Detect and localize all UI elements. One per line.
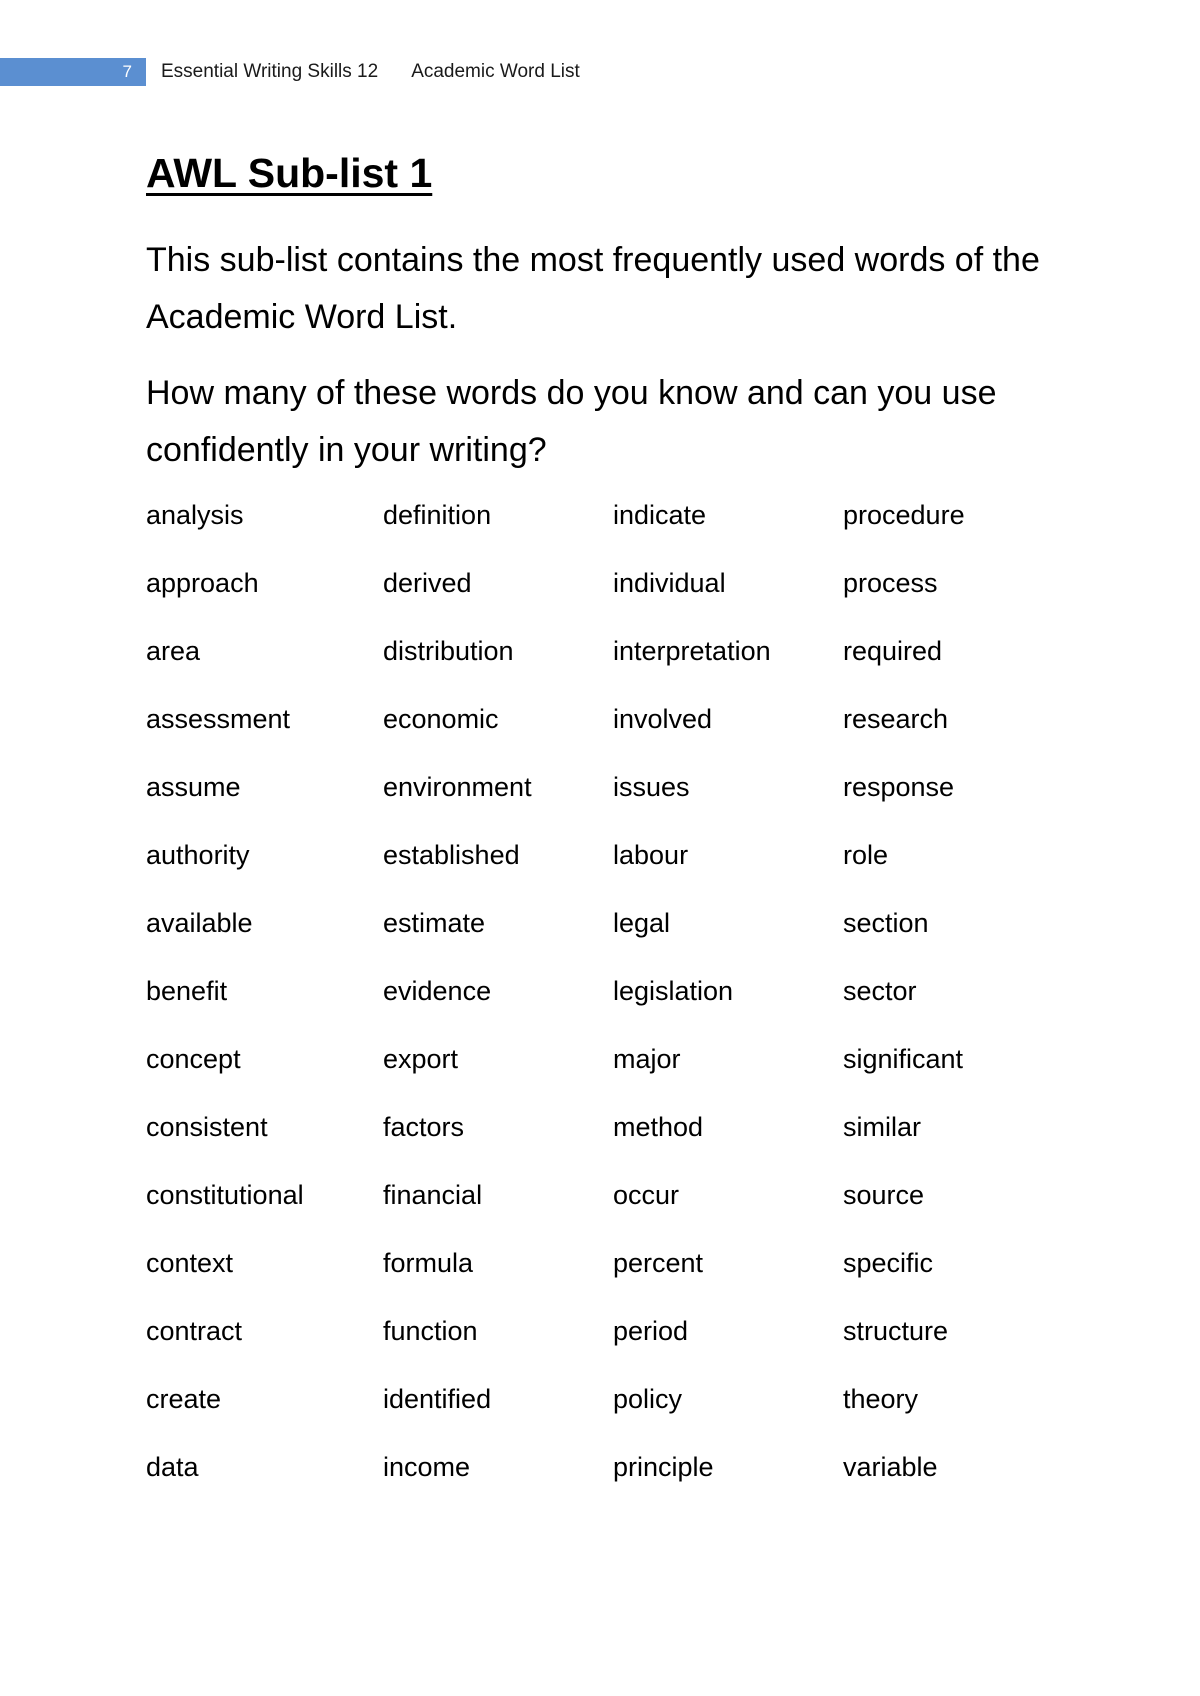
word-item: consistent <box>146 1112 268 1142</box>
word-item: theory <box>843 1384 919 1414</box>
word-item: method <box>613 1112 704 1142</box>
word-item: benefit <box>146 976 228 1006</box>
word-item: identified <box>383 1384 492 1414</box>
word-item: structure <box>843 1316 949 1346</box>
word-item: similar <box>843 1112 921 1142</box>
word-item: available <box>146 908 253 938</box>
word-item: estimate <box>383 908 486 938</box>
word-item: legislation <box>613 976 734 1006</box>
word-item: labour <box>613 840 689 870</box>
word-item: create <box>146 1384 222 1414</box>
word-item: formula <box>383 1248 474 1278</box>
word-item: constitutional <box>146 1180 304 1210</box>
word-item: financial <box>383 1180 483 1210</box>
word-item: analysis <box>146 500 244 530</box>
word-item: response <box>843 772 955 802</box>
intro-question: How many of these words do you know and can you use confidently in your writing? <box>146 374 997 469</box>
word-item: involved <box>613 704 713 734</box>
word-item: policy <box>613 1384 683 1414</box>
header-section-title: Academic Word List <box>411 61 580 82</box>
word-item: specific <box>843 1248 934 1278</box>
word-item: source <box>843 1180 925 1210</box>
word-item: percent <box>613 1248 704 1278</box>
intro-paragraph: This sub-list contains the most frequently used words of the Academic Word List. <box>146 241 1040 336</box>
page-number: 7 <box>0 58 146 86</box>
word-item: individual <box>613 568 726 598</box>
word-item: significant <box>843 1044 964 1074</box>
word-item: required <box>843 636 943 666</box>
word-item: function <box>383 1316 478 1346</box>
word-item: contract <box>146 1316 243 1346</box>
word-item: section <box>843 908 929 938</box>
word-item: procedure <box>843 500 965 530</box>
word-item: assume <box>146 772 241 802</box>
word-item: interpretation <box>613 636 771 666</box>
word-item: concept <box>146 1044 241 1074</box>
word-item: income <box>383 1452 471 1482</box>
word-item: legal <box>613 908 671 938</box>
word-item: indicate <box>613 500 707 530</box>
word-item: occur <box>613 1180 680 1210</box>
word-item: major <box>613 1044 681 1074</box>
word-item: period <box>613 1316 689 1346</box>
word-item: sector <box>843 976 917 1006</box>
page-title: AWL Sub-list 1 <box>146 150 433 196</box>
word-item: authority <box>146 840 250 870</box>
word-item: export <box>383 1044 459 1074</box>
word-item: economic <box>383 704 499 734</box>
word-item: area <box>146 636 201 666</box>
word-item: established <box>383 840 520 870</box>
word-list <box>146 498 1046 1518</box>
word-item: issues <box>613 772 690 802</box>
word-item: evidence <box>383 976 492 1006</box>
word-item: process <box>843 568 938 598</box>
word-item: data <box>146 1452 199 1482</box>
word-item: principle <box>613 1452 714 1482</box>
word-item: approach <box>146 568 259 598</box>
page-header <box>0 58 580 86</box>
word-item: distribution <box>383 636 514 666</box>
word-item: assessment <box>146 704 291 734</box>
header-book-title: Essential Writing Skills 12 <box>161 61 379 82</box>
word-item: context <box>146 1248 234 1278</box>
word-item: derived <box>383 568 472 598</box>
word-item: definition <box>383 500 492 530</box>
word-item: factors <box>383 1112 465 1142</box>
word-item: role <box>843 840 889 870</box>
word-item: variable <box>843 1452 938 1482</box>
word-item: environment <box>383 772 532 802</box>
word-item: research <box>843 704 949 734</box>
